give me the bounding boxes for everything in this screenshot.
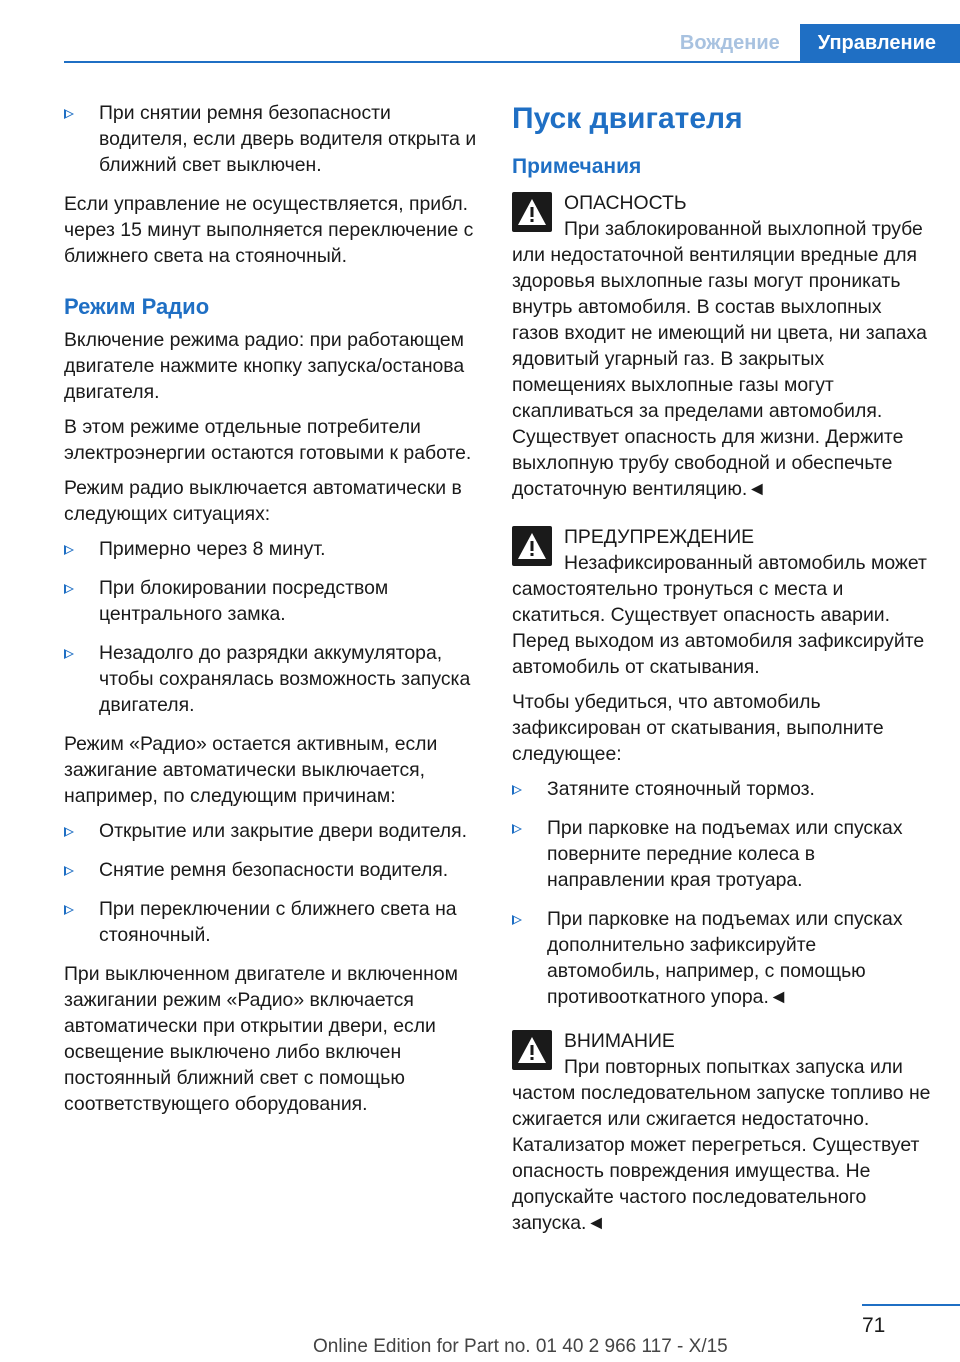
tab-driving[interactable] [660,24,800,62]
header-tabs [660,24,960,62]
list-item: Снятие ремня безопасности водителя. [64,857,480,883]
triangle-bullet-icon [64,649,74,659]
list-item: Затяните стояночный тормоз. [512,776,932,802]
right-column [512,100,932,1245]
list-item: При блокировании посредством центрального замка. [64,575,480,627]
list-item: Примерно через 8 минут. [64,536,480,562]
list-item: При переключении с ближнего света на стояночный. [64,896,480,948]
triangle-bullet-icon [512,915,522,925]
warning-triangle-icon [512,192,552,232]
tab-controls-label: Управление [817,31,936,54]
edition-text: Online Edition for Part no. 01 40 2 966 117 - X/15 [313,1336,728,1357]
warning-attention [512,1028,932,1236]
warning-label: ПРЕДУПРЕЖДЕНИЕ [564,526,755,548]
warning-label: ОПАСНОСТЬ [564,192,687,214]
header-rule [64,61,960,63]
paragraph: Чтобы убедиться, что автомобиль зафиксирован от скатывания, выполните следующее: [512,691,884,765]
triangle-bullet-icon [64,109,74,119]
paragraph: Режим «Радио» остается активным, если зажигание автоматически выключается, например, по следующим причинам: [64,733,438,807]
paragraph: При выключенном двигателе и включенном зажигании режим «Радио» включается автоматически при открытии двери, если освещение выключено либо включен постоянный ближний свет с помощью соответствующего оборудования. [64,963,458,1115]
paragraph: Включение режима радио: при работающем двигателе нажмите кнопку запуска/останова двигателя. [64,329,465,403]
list-item: При снятии ремня безопасности водителя, если дверь водителя открыта и ближний свет выключен. [64,100,480,178]
end-mark: ◄ [586,1212,606,1234]
warning-text: Незафиксированный автомобиль может самостоятельно тронуться с места и скатиться. Существует опасность аварии. Перед выходом из автомобиля зафиксируйте автомобиль от скатывания. [512,552,927,678]
paragraph: В этом режиме отдельные потребители электроэнергии остаются готовыми к работе. [64,416,472,464]
triangle-bullet-icon [64,827,74,837]
triangle-bullet-icon [512,824,522,834]
list-item: При парковке на подъемах или спусках поверните передние колеса в направлении края тротуара. [512,815,932,893]
list-item: При парковке на подъемах или спусках дополнительно зафиксируйте автомобиль, например, с помощью противооткатного упора.◄ [512,906,932,1010]
triangle-bullet-icon [64,905,74,915]
end-mark: ◄ [747,478,767,500]
warning-caution [512,524,932,680]
warning-triangle-icon [512,526,552,566]
warning-label: ВНИМАНИЕ [564,1030,675,1052]
warning-text: При заблокированной выхлопной трубе или недостаточной вентиляции вредные для здоровья выхлопные газы могут проникать внутрь автомобиля. В состав выхлопных газов входит не имеющий ни цвета, ни запаха ядовитый угарный газ. В закрытых помещениях выхлопные газы могут скапливаться за пределами автомобиля. Существует опасность для жизни. Держите выхлопную трубу свободной и обеспечьте достаточную вентиляцию. [512,218,927,500]
left-column [64,100,480,1126]
page-title: Пуск двигателя [512,102,743,135]
footer-rule [862,1304,960,1306]
triangle-bullet-icon [64,866,74,876]
triangle-bullet-icon [64,545,74,555]
page-number: 71 [862,1314,886,1337]
tab-controls[interactable] [800,24,960,62]
paragraph: Если управление не осуществляется, прибл. через 15 минут выполняется переключение с ближнего света на стояночный. [64,193,474,267]
triangle-bullet-icon [512,785,522,795]
list-item: Открытие или закрытие двери водителя. [64,818,480,844]
list-item: Незадолго до разрядки аккумулятора, чтобы сохранялась возможность запуска двигателя. [64,640,480,718]
end-mark: ◄ [768,986,789,1008]
subsection-title: Примечания [512,155,642,178]
warning-danger [512,190,932,502]
tab-driving-label: Вождение [679,31,780,54]
warning-text: При повторных попытках запуска или частом последовательном запуске топливо не сжигается или сжигается недостаточно. Катализатор может перегреться. Существует опасность повреждения имущества. Не допускайте частого последовательного запуска. [512,1056,931,1234]
warning-triangle-icon [512,1030,552,1070]
triangle-bullet-icon [64,584,74,594]
paragraph: Режим радио выключается автоматически в следующих ситуациях: [64,477,462,525]
section-title: Режим Радио [64,294,210,319]
